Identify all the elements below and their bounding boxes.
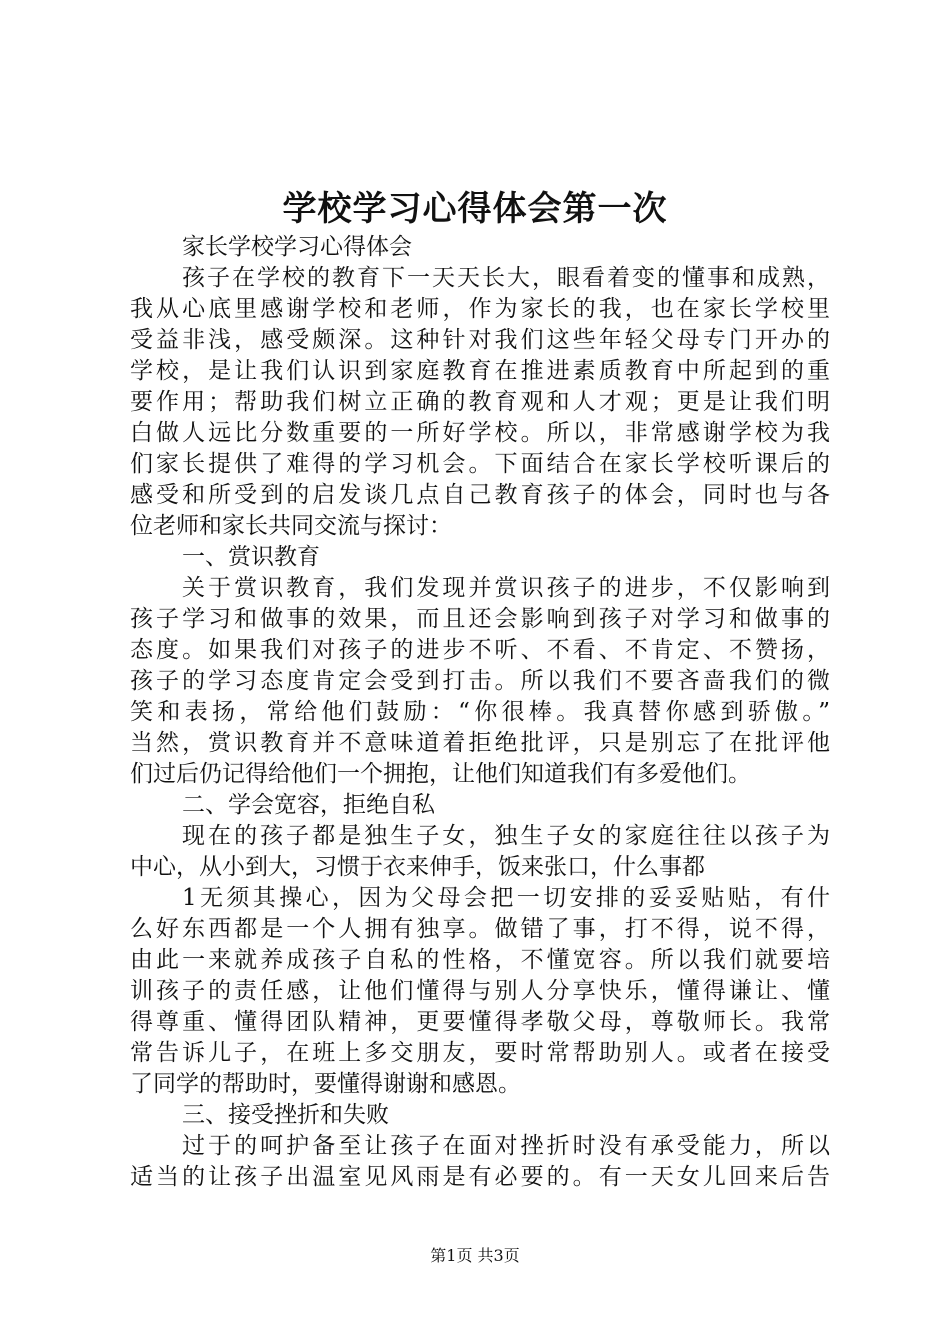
body-line: 当然，赏识教育并不意味道着拒绝批评，只是别忘了在批评他 bbox=[130, 730, 830, 756]
body-line: 孩子学习和做事的效果，而且还会影响到孩子对学习和做事的 bbox=[130, 606, 830, 632]
body-line: 我从心底里感谢学校和老师，作为家长的我，也在家长学校里 bbox=[130, 296, 830, 322]
body-line: 白做人远比分数重要的一所好学校。所以，非常感谢学校为我 bbox=[130, 420, 830, 446]
body-line: 过于的呵护备至让孩子在面对挫折时没有承受能力，所以 bbox=[182, 1133, 830, 1159]
body-line: 得尊重、懂得团队精神，更要懂得孝敬父母，尊敬师长。我常 bbox=[130, 1009, 830, 1035]
body-line: 么好东西都是一个人拥有独享。做错了事，打不得，说不得， bbox=[130, 916, 830, 942]
body-line: 学校，是让我们认识到家庭教育在推进素质教育中所起到的重 bbox=[130, 358, 830, 384]
section-heading: 一、赏识教育 bbox=[182, 544, 320, 570]
body-line: 关于赏识教育，我们发现并赏识孩子的进步，不仅影响到 bbox=[182, 575, 830, 601]
body-line: 受益非浅，感受颇深。这种针对我们这些年轻父母专门开办的 bbox=[130, 327, 830, 353]
body-line: 孩子在学校的教育下一天天长大，眼看着变的懂事和成熟， bbox=[182, 265, 830, 291]
body-line: 位老师和家长共同交流与探讨： bbox=[130, 513, 452, 539]
body-line: 们过后仍记得给他们一个拥抱，让他们知道我们有多爱他们。 bbox=[130, 761, 751, 787]
body-line: 们家长提供了难得的学习机会。下面结合在家长学校听课后的 bbox=[130, 451, 830, 477]
body-line: 笑和表扬，常给他们鼓励：“你很棒。我真替你感到骄傲。” bbox=[130, 699, 830, 725]
body-line: 态度。如果我们对孩子的进步不听、不看、不肯定、不赞扬， bbox=[130, 637, 830, 663]
body-line: 现在的孩子都是独生子女，独生子女的家庭往往以孩子为 bbox=[182, 823, 830, 849]
body-line: 适当的让孩子出温室见风雨是有必要的。有一天女儿回来后告 bbox=[130, 1164, 830, 1190]
page-footer: 第1页 共3页 bbox=[430, 1246, 520, 1265]
section-heading: 二、学会宽容，拒绝自私 bbox=[182, 792, 435, 818]
body-line: 了同学的帮助时，要懂得谢谢和感恩。 bbox=[130, 1071, 521, 1097]
document-title: 学校学习心得体会第一次 bbox=[282, 189, 668, 229]
body-line: 感受和所受到的启发谈几点自己教育孩子的体会，同时也与各 bbox=[130, 482, 830, 508]
body-line: 1无须其操心，因为父母会把一切安排的妥妥贴贴，有什 bbox=[182, 885, 830, 911]
body-line: 训孩子的责任感，让他们懂得与别人分享快乐，懂得谦让、懂 bbox=[130, 978, 830, 1004]
document-body bbox=[130, 232, 830, 1193]
body-line: 常告诉儿子，在班上多交朋友，要时常帮助别人。或者在接受 bbox=[130, 1040, 830, 1066]
body-line: 由此一来就养成孩子自私的性格，不懂宽容。所以我们就要培 bbox=[130, 947, 830, 973]
body-line: 中心，从小到大，习惯于衣来伸手，饭来张口，什么事都 bbox=[130, 854, 705, 880]
subtitle-line: 家长学校学习心得体会 bbox=[182, 234, 412, 260]
body-line: 孩子的学习态度肯定会受到打击。所以我们不要吝啬我们的微 bbox=[130, 668, 830, 694]
section-heading: 三、接受挫折和失败 bbox=[182, 1102, 389, 1128]
body-line: 要作用；帮助我们树立正确的教育观和人才观；更是让我们明 bbox=[130, 389, 830, 415]
